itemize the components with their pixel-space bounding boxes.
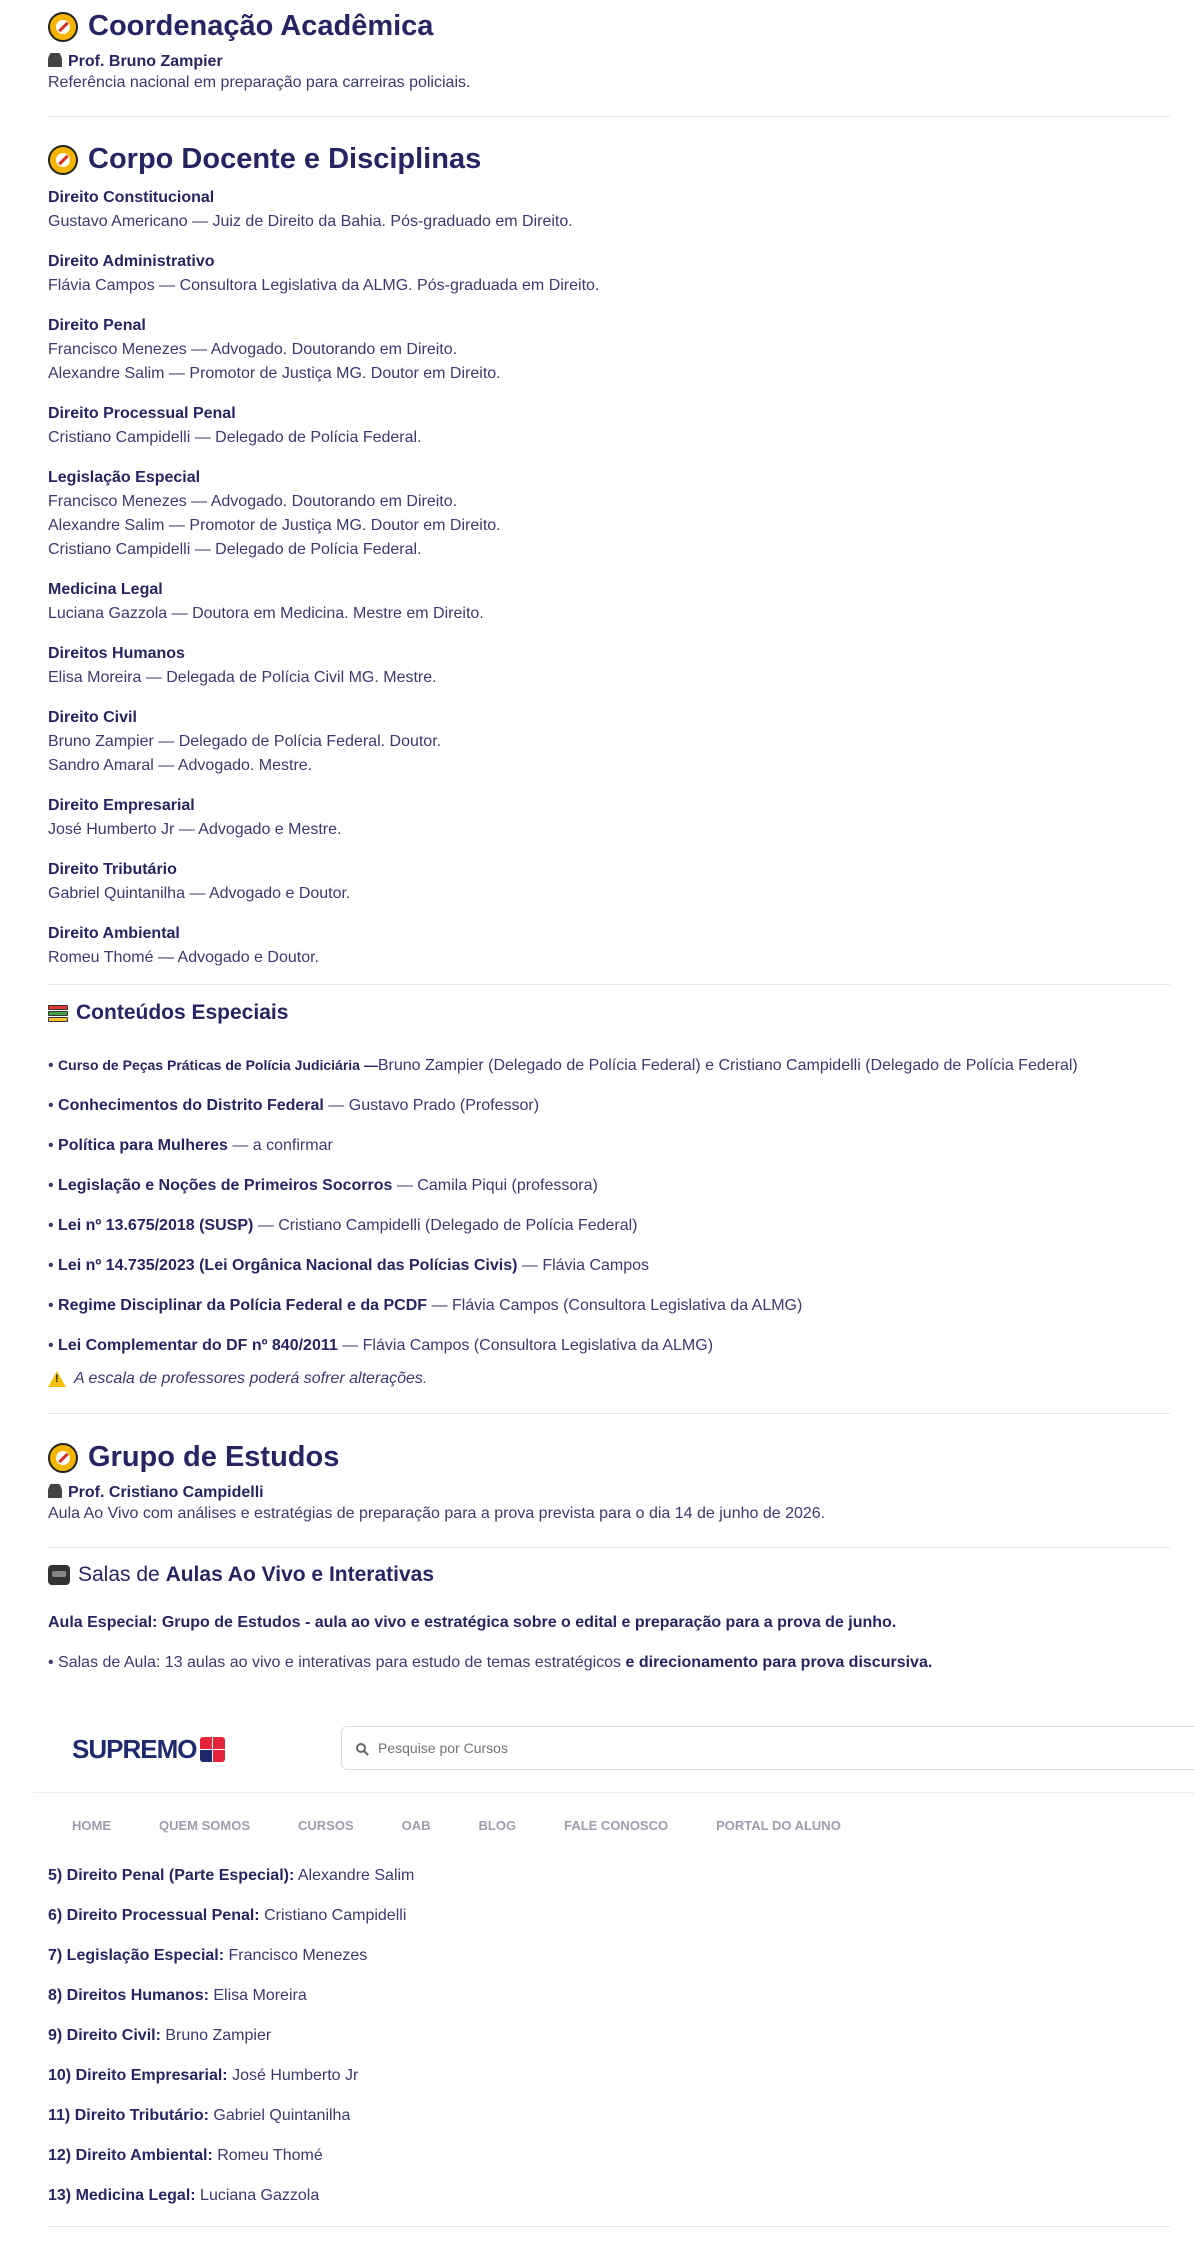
compass-icon — [48, 12, 78, 42]
compass-icon — [48, 145, 78, 175]
list-item-value: Luciana Gazzola — [200, 2187, 320, 2204]
grupo-desc: Aula Ao Vivo com análises e estratégias de preparação para a prova prevista para o dia 14 de junho de 2026. — [48, 1505, 826, 1522]
list-item — [48, 2144, 1170, 2168]
nav-portal-do-aluno[interactable]: PORTAL DO ALUNO — [716, 1818, 841, 1833]
list-item — [48, 1864, 1170, 1888]
list-item-value: Alexandre Salim — [297, 1867, 415, 1884]
disciplina-name: Direito Administrativo — [48, 253, 215, 270]
especial-item: • Regime Disciplinar da Polícia Federal e da PCDF — Flávia Campos (Consultora Legislativa da ALMG) — [48, 1297, 803, 1314]
especial-item-detail: — Flávia Campos (Consultora Legislativa da ALMG) — [427, 1297, 803, 1314]
disciplina-professor: Gustavo Americano — Juiz de Direito da Bahia. Pós-graduado em Direito. — [48, 213, 573, 230]
especial-item: • Curso de Peças Práticas de Polícia Judiciária —Bruno Zampier (Delegado de Polícia Federal) e Cristiano Campidelli (Delegado de Polícia Federal) — [48, 1057, 1078, 1074]
disciplina-professor: Bruno Zampier — Delegado de Polícia Federal. Doutor. — [48, 733, 442, 750]
especiais-title — [48, 1001, 1170, 1025]
disciplina-item — [48, 706, 1170, 778]
list-item — [48, 1944, 1170, 1968]
coordenacao-prof: Prof. Bruno Zampier — [68, 53, 223, 70]
disciplina-professor: Flávia Campos — Consultora Legislativa da ALMG. Pós-graduada em Direito. — [48, 277, 600, 294]
list-item — [48, 2184, 1170, 2208]
coordenacao-desc: Referência nacional em preparação para carreiras policiais. — [48, 74, 471, 91]
disciplina-name: Legislação Especial — [48, 469, 201, 486]
coordenacao-section — [48, 10, 470, 95]
list-item-label: 12) Direito Ambiental: — [48, 2147, 213, 2164]
especial-item-detail: — a confirmar — [227, 1137, 333, 1154]
disciplina-professor: Cristiano Campidelli — Delegado de Polícia Federal. — [48, 429, 422, 446]
list-item — [48, 2104, 1170, 2128]
especial-item-title: Lei Complementar do DF nº 840/2011 — [58, 1337, 338, 1354]
logo-text: SUPREMO — [72, 1734, 197, 1764]
especial-item-detail: — Cristiano Campidelli (Delegado de Polícia Federal) — [253, 1217, 638, 1234]
especiais-list — [48, 1053, 1170, 1358]
divider — [48, 984, 1170, 985]
salas-bullet-bold: e direcionamento para prova discursiva. — [625, 1654, 933, 1671]
especial-item: • Lei Complementar do DF nº 840/2011 — Flávia Campos (Consultora Legislativa da ALMG) — [48, 1337, 714, 1354]
nav-fale-conosco[interactable]: FALE CONOSCO — [564, 1818, 669, 1833]
especial-item: • Lei nº 13.675/2018 (SUSP) — Cristiano Campidelli (Delegado de Polícia Federal) — [48, 1217, 638, 1234]
salas-section — [48, 1563, 1170, 1691]
especial-item: • Conhecimentos do Distrito Federal — Gustavo Prado (Professor) — [48, 1097, 540, 1114]
list-item-label: 9) Direito Civil: — [48, 2027, 161, 2044]
disciplina-professor: Francisco Menezes — Advogado. Doutorando em Direito. — [48, 341, 458, 358]
especiais-section — [48, 1001, 1170, 1388]
disciplina-professor: José Humberto Jr — Advogado e Mestre. — [48, 821, 342, 838]
divider — [48, 116, 1170, 117]
especial-item-title: Lei nº 13.675/2018 (SUSP) — [58, 1217, 254, 1234]
list-item-value: Gabriel Quintanilha — [213, 2107, 351, 2124]
disciplina-name: Direito Tributário — [48, 861, 177, 878]
list-item-label: 10) Direito Empresarial: — [48, 2067, 228, 2084]
coordenacao-prof-row — [48, 53, 470, 71]
grupo-prof: Prof. Cristiano Campidelli — [68, 1484, 264, 1501]
corpo-title-text: Corpo Docente e Disciplinas — [88, 143, 482, 175]
main-nav — [72, 1818, 841, 1833]
disciplina-name: Direito Penal — [48, 317, 146, 334]
salas-bullet-text: Salas de Aula: 13 aulas ao vivo e interativas para estudo de temas estratégicos — [58, 1654, 626, 1671]
disciplina-item — [48, 250, 1170, 298]
nav-quem-somos[interactable]: QUEM SOMOS — [159, 1818, 251, 1833]
disciplina-professor: Romeu Thomé — Advogado e Doutor. — [48, 949, 319, 966]
warning-text: A escala de professores poderá sofrer alterações. — [74, 1370, 428, 1387]
especial-item: • Lei nº 14.735/2023 (Lei Orgânica Nacional das Polícias Civis) — Flávia Campos — [48, 1257, 650, 1274]
especial-item-title: Conhecimentos do Distrito Federal — [58, 1097, 324, 1114]
warning-row — [48, 1370, 1170, 1388]
list-item-value: José Humberto Jr — [232, 2067, 359, 2084]
salas-especial: Aula Especial: Grupo de Estudos - aula ao vivo e estratégica sobre o edital e preparação para a prova de junho. — [48, 1614, 897, 1631]
grupo-title — [48, 1441, 1170, 1474]
warning-icon — [48, 1371, 66, 1387]
list-item-value: Cristiano Campidelli — [264, 1907, 407, 1924]
list-item — [48, 2024, 1170, 2048]
list-item-label: 5) Direito Penal (Parte Especial): — [48, 1867, 295, 1884]
salas-bullet: • Salas de Aula: 13 aulas ao vivo e interativas para estudo de temas estratégicos e direcionamento para prova discursiva. — [48, 1654, 933, 1671]
divider — [48, 1413, 1170, 1414]
disciplina-professor: Cristiano Campidelli — Delegado de Polícia Federal. — [48, 541, 422, 558]
list-item-label: 6) Direito Processual Penal: — [48, 1907, 260, 1924]
nav-blog[interactable]: BLOG — [478, 1818, 517, 1833]
coordenacao-title-text: Coordenação Acadêmica — [88, 10, 434, 42]
especial-item-title: Regime Disciplinar da Polícia Federal e da PCDF — [58, 1297, 428, 1314]
backpack-icon — [48, 1565, 70, 1585]
compass-icon — [48, 1443, 78, 1473]
especial-item-detail: — Camila Piqui (professora) — [392, 1177, 598, 1194]
list-item-value: Bruno Zampier — [165, 2027, 272, 2044]
list-item-value: Francisco Menezes — [228, 1947, 368, 1964]
disciplina-professor: Elisa Moreira — Delegada de Polícia Civil MG. Mestre. — [48, 669, 437, 686]
grupo-prof-row — [48, 1484, 1170, 1502]
search-box[interactable] — [341, 1726, 1194, 1770]
disciplina-item — [48, 402, 1170, 450]
nav-home[interactable]: HOME — [72, 1818, 111, 1833]
person-icon — [48, 1484, 62, 1498]
corpo-section — [48, 143, 1170, 986]
supremo-logo[interactable] — [72, 1734, 225, 1765]
disciplina-name: Direito Constitucional — [48, 189, 215, 206]
disciplina-item — [48, 642, 1170, 690]
especial-item-detail: — Flávia Campos — [517, 1257, 650, 1274]
list-item-label: 11) Direito Tributário: — [48, 2107, 209, 2124]
list-item — [48, 1904, 1170, 1928]
especial-item-detail: — Gustavo Prado (Professor) — [323, 1097, 540, 1114]
especial-item: • Legislação e Noções de Primeiros Socorros — Camila Piqui (professora) — [48, 1177, 598, 1194]
especial-item-detail: Bruno Zampier (Delegado de Polícia Federal) e Cristiano Campidelli (Delegado de Polícia Federal) — [377, 1057, 1078, 1074]
books-icon — [48, 1003, 68, 1023]
logo-mark-icon — [200, 1737, 225, 1762]
list-item-label: 7) Legislação Especial: — [48, 1947, 225, 1964]
list-item-label: 13) Medicina Legal: — [48, 2187, 196, 2204]
nav-oab[interactable]: OAB — [401, 1818, 431, 1833]
disciplina-professor: Alexandre Salim — Promotor de Justiça MG. Doutor em Direito. — [48, 365, 501, 382]
especial-item-title: Lei nº 14.735/2023 (Lei Orgânica Nacional das Polícias Civis) — [58, 1257, 518, 1274]
corpo-title — [48, 143, 1170, 176]
especial-item-title: Política para Mulheres — [58, 1137, 228, 1154]
disciplina-professor: Gabriel Quintanilha — Advogado e Doutor. — [48, 885, 351, 902]
especial-item-detail: — Flávia Campos (Consultora Legislativa da ALMG) — [337, 1337, 714, 1354]
disciplina-name: Direito Ambiental — [48, 925, 180, 942]
salas-title-bold: Aulas Ao Vivo e Interativas — [165, 1563, 434, 1586]
disciplina-item — [48, 186, 1170, 234]
disciplina-professor: Alexandre Salim — Promotor de Justiça MG. Doutor em Direito. — [48, 517, 501, 534]
disciplina-professor: Sandro Amaral — Advogado. Mestre. — [48, 757, 313, 774]
list-item — [48, 2064, 1170, 2088]
search-input[interactable] — [376, 1739, 980, 1757]
search-icon — [356, 1743, 366, 1753]
grupo-section — [48, 1441, 1170, 1526]
salas-title-prefix: Salas de — [78, 1563, 166, 1586]
grupo-title-text: Grupo de Estudos — [88, 1441, 340, 1473]
coordenacao-title — [48, 10, 470, 43]
disciplina-professor: Luciana Gazzola — Doutora em Medicina. Mestre em Direito. — [48, 605, 484, 622]
disciplina-name: Direitos Humanos — [48, 645, 185, 662]
disciplina-item — [48, 858, 1170, 906]
especial-item-title: Curso de Peças Práticas de Polícia Judiciária — — [58, 1057, 378, 1073]
disciplina-name: Medicina Legal — [48, 581, 163, 598]
person-icon — [48, 53, 62, 67]
disciplina-item — [48, 578, 1170, 626]
list-item-label: 8) Direitos Humanos: — [48, 1987, 209, 2004]
nav-divider — [34, 1792, 1194, 1793]
especial-item: • Política para Mulheres — a confirmar — [48, 1137, 333, 1154]
disciplina-item — [48, 466, 1170, 562]
disciplina-name: Direito Civil — [48, 709, 137, 726]
disciplina-name: Direito Processual Penal — [48, 405, 236, 422]
list-item — [48, 1984, 1170, 2008]
salas-title — [48, 1563, 1170, 1587]
disciplina-item — [48, 922, 1170, 970]
disciplina-item — [48, 314, 1170, 386]
list-item-value: Elisa Moreira — [213, 1987, 307, 2004]
disciplina-professor: Francisco Menezes — Advogado. Doutorando em Direito. — [48, 493, 458, 510]
disciplina-name: Direito Empresarial — [48, 797, 195, 814]
disciplinas-list — [48, 186, 1170, 970]
numbered-list — [48, 1864, 1170, 2224]
especial-item-title: Legislação e Noções de Primeiros Socorros — [58, 1177, 393, 1194]
list-item-value: Romeu Thomé — [217, 2147, 323, 2164]
divider — [48, 1547, 1170, 1548]
disciplina-item — [48, 794, 1170, 842]
nav-cursos[interactable]: CURSOS — [298, 1818, 354, 1833]
divider — [48, 2226, 1170, 2227]
especiais-title-text: Conteúdos Especiais — [76, 1001, 289, 1024]
